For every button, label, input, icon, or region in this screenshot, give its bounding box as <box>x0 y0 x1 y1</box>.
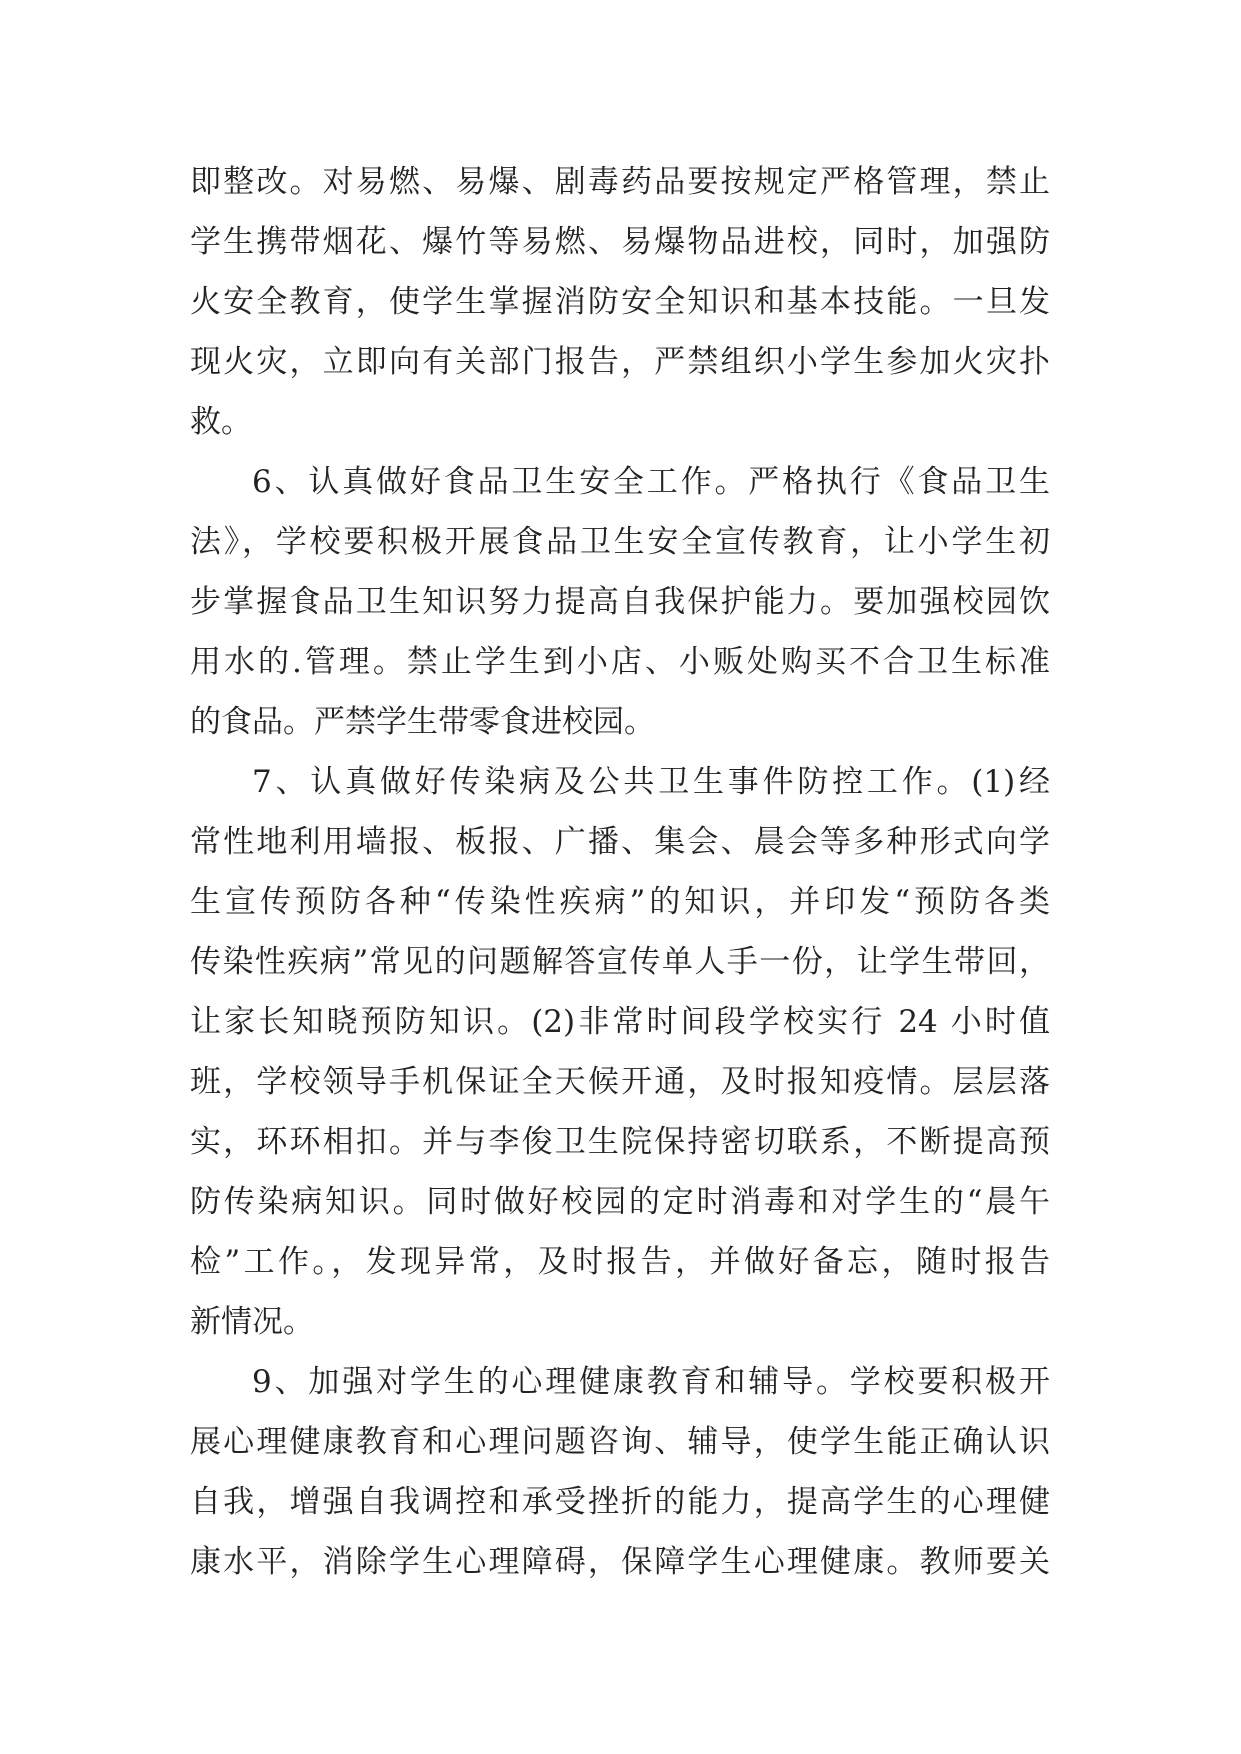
text-line: 新情况。 <box>190 1304 314 1340</box>
text-line: 即整改。对易燃、易爆、剧毒药品要按规定严格管理，禁止 <box>190 164 1050 200</box>
text-line: 6、认真做好食品卫生安全工作。严格执行《食品卫生 <box>252 464 1050 500</box>
text-line: 法》，学校要积极开展食品卫生安全宣传教育，让小学生初 <box>190 524 1050 560</box>
text-line: 生宣传预防各种“传染性疾病”的知识，并印发“预防各类 <box>190 884 1050 920</box>
text-line: 康水平，消除学生心理障碍，保障学生心理健康。教师要关 <box>190 1544 1050 1580</box>
text-line: 9、加强对学生的心理健康教育和辅导。学校要积极开 <box>252 1364 1050 1400</box>
document-body <box>190 152 1050 1592</box>
text-line: 自我，增强自我调控和承受挫折的能力，提高学生的心理健 <box>190 1484 1050 1520</box>
text-line: 步掌握食品卫生知识努力提高自我保护能力。要加强校园饮 <box>190 584 1050 620</box>
text-line: 常性地利用墙报、板报、广播、集会、晨会等多种形式向学 <box>190 824 1050 860</box>
text-line: 检”工作。，发现异常，及时报告，并做好备忘，随时报告 <box>190 1244 1050 1280</box>
text-line: 7、认真做好传染病及公共卫生事件防控工作。(1)经 <box>252 764 1050 800</box>
text-line: 让家长知晓预防知识。(2)非常时间段学校实行 24 小时值 <box>190 1004 1050 1040</box>
text-line: 救。 <box>190 404 252 440</box>
text-line: 学生携带烟花、爆竹等易燃、易爆物品进校，同时，加强防 <box>190 224 1050 260</box>
text-line: 传染性疾病”常见的问题解答宣传单人手一份，让学生带回， <box>190 944 1050 980</box>
text-line: 实，环环相扣。并与李俊卫生院保持密切联系，不断提高预 <box>190 1124 1050 1160</box>
text-line: 现火灾，立即向有关部门报告，严禁组织小学生参加火灾扑 <box>190 344 1050 380</box>
text-line: 展心理健康教育和心理问题咨询、辅导，使学生能正确认识 <box>190 1424 1050 1460</box>
text-line: 用水的.管理。禁止学生到小店、小贩处购买不合卫生标准 <box>190 644 1050 680</box>
text-line: 火安全教育，使学生掌握消防安全知识和基本技能。一旦发 <box>190 284 1050 320</box>
text-line: 班，学校领导手机保证全天候开通，及时报知疫情。层层落 <box>190 1064 1050 1100</box>
text-line: 防传染病知识。同时做好校园的定时消毒和对学生的“晨午 <box>190 1184 1050 1220</box>
text-line: 的食品。严禁学生带零食进校园。 <box>190 704 655 740</box>
